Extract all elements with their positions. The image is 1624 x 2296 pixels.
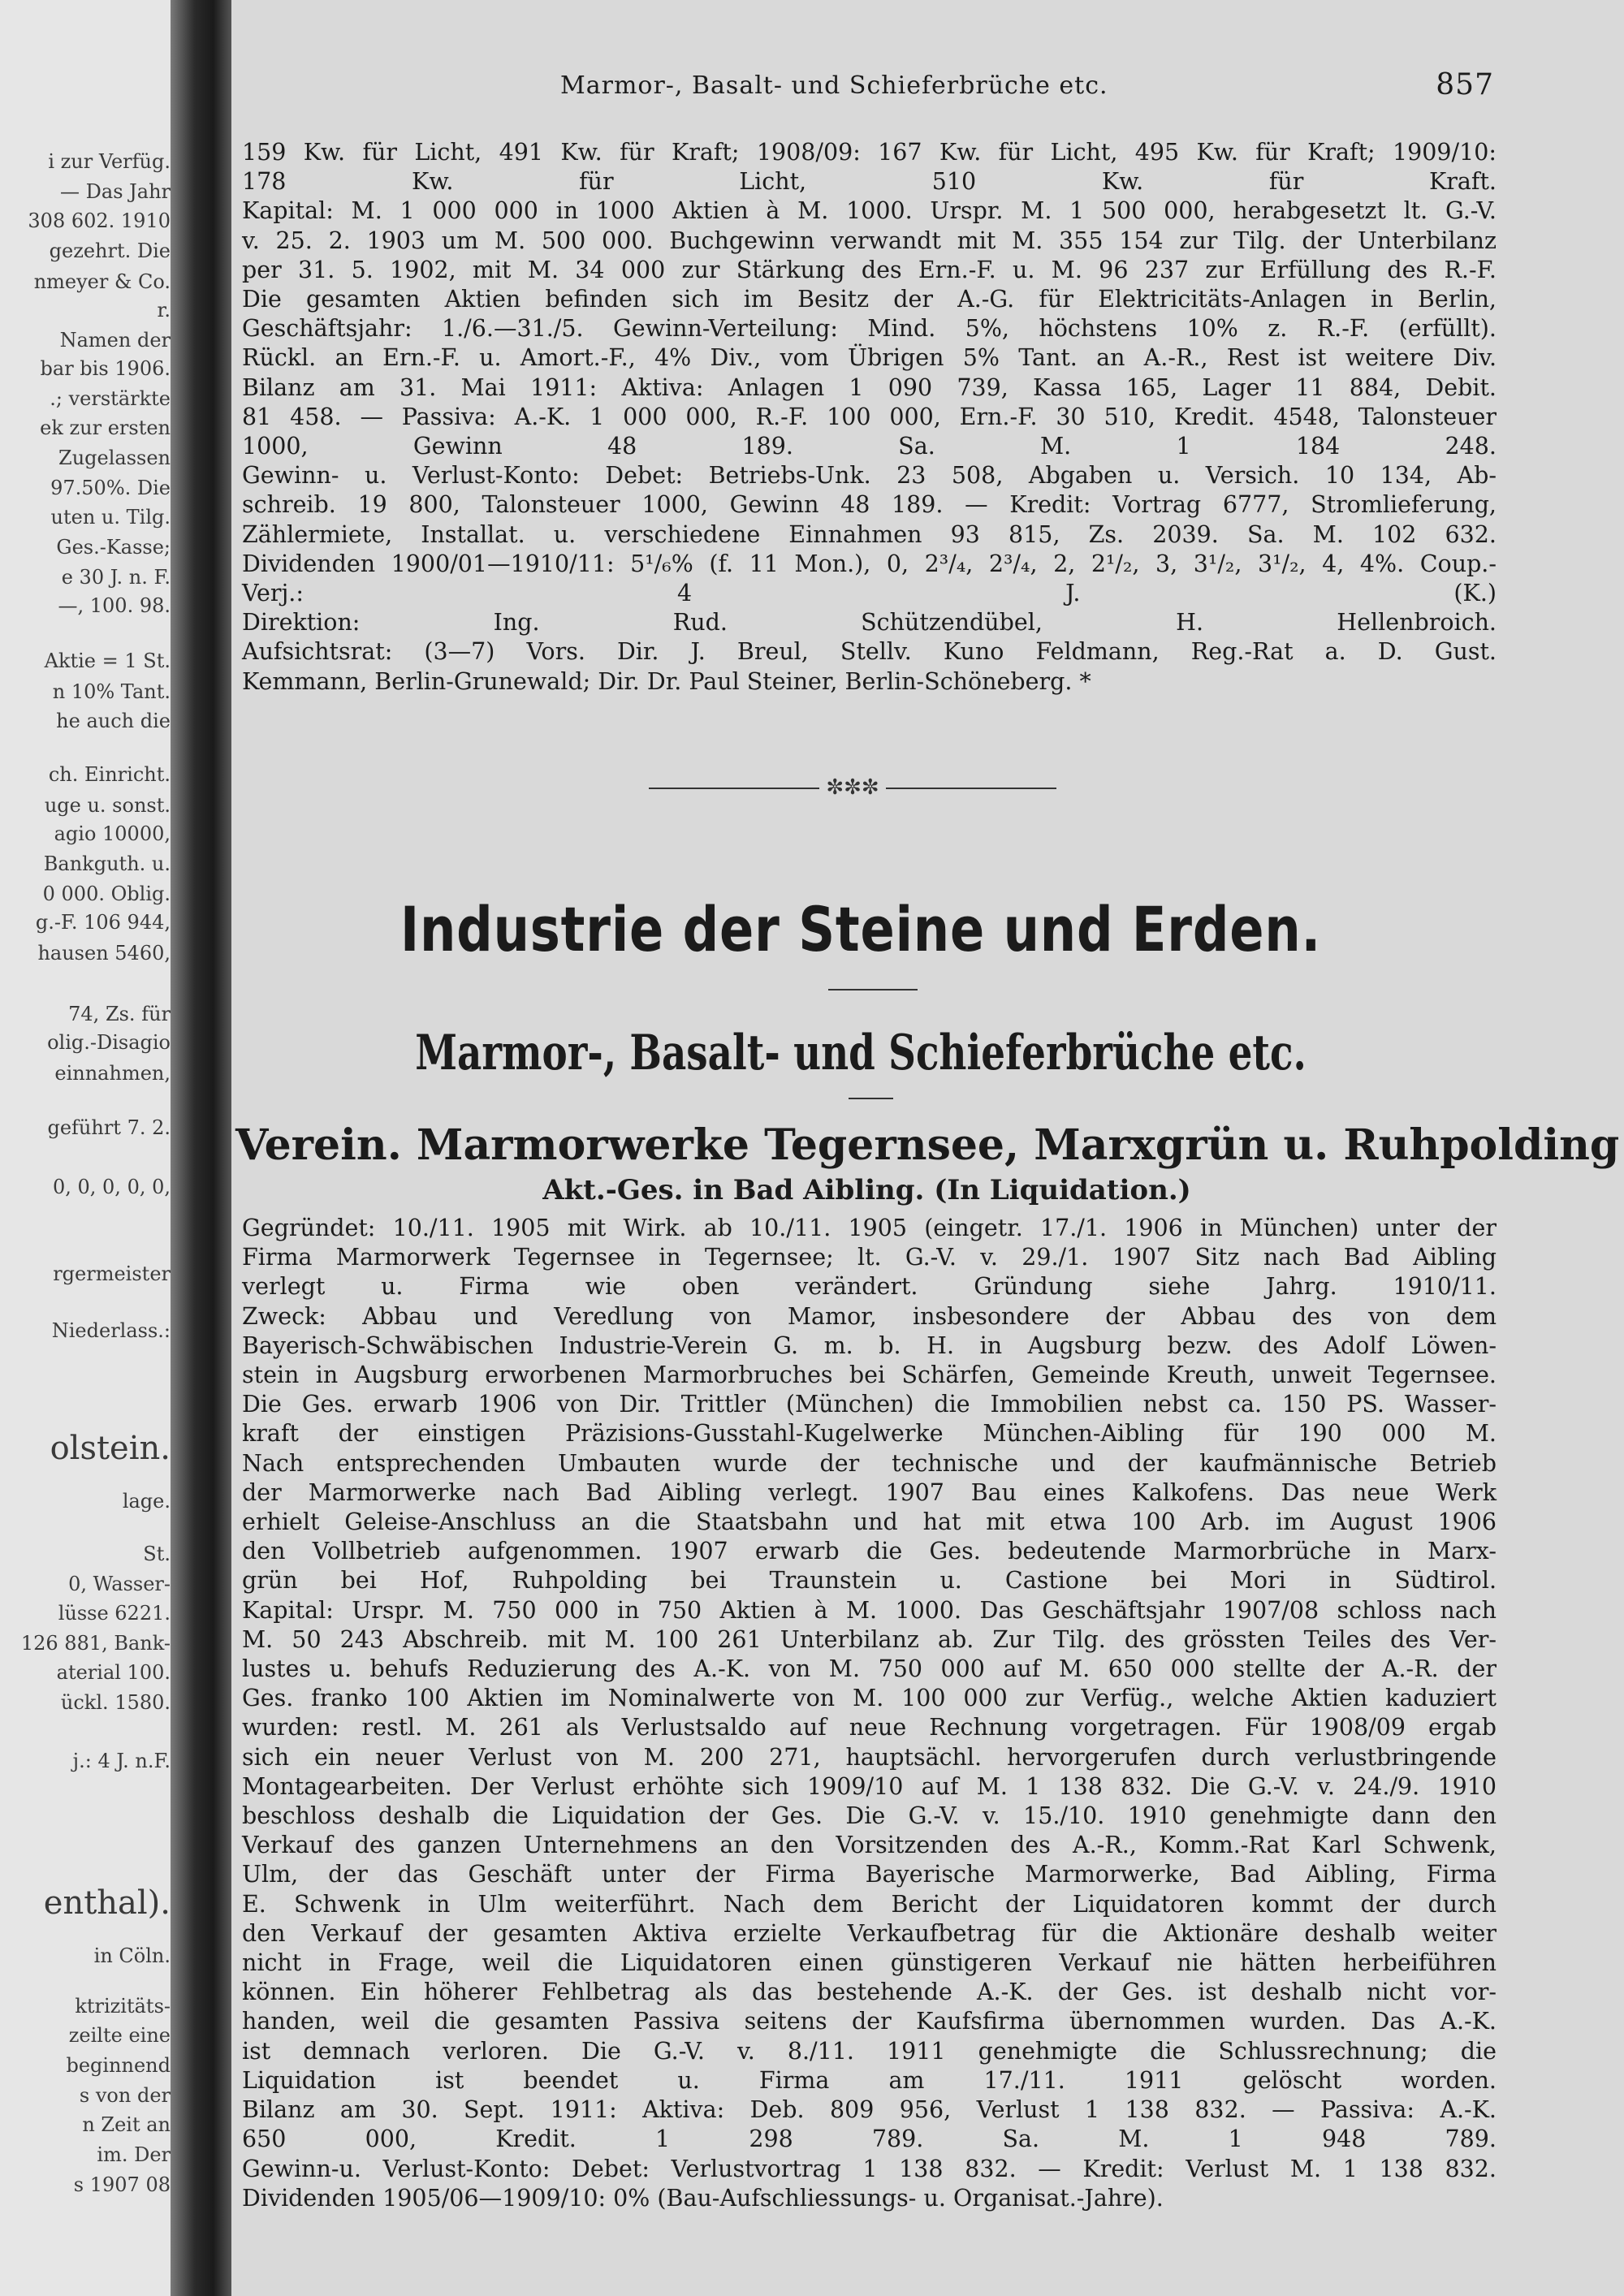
company-entry-line: sich ein neuer Verlust von M. 200 271, hauptsächl. hervorgerufen durch verlustbringende <box>242 1743 1497 1771</box>
top-entry-line: Verj.: 4 J. (K.) <box>242 580 1497 607</box>
company-entry-line: Die Ges. erwarb 1906 von Dir. Trittler (München) die Immobilien nebst ca. 150 PS. Wasser- <box>242 1391 1497 1418</box>
company-entry-line: den Verkauf der gesamten Aktiva erzielte Verkaufbetrag für die Aktionäre deshalb weiter <box>242 1919 1497 1947</box>
company-entry-line: handen, weil die gesamten Passiva seitens der Kaufsfirma übernommen wurden. Das A.-K. <box>242 2008 1497 2035</box>
company-entry-line: können. Ein höherer Fehlbetrag als das bestehende A.-K. der Ges. ist deshalb nicht vor- <box>242 1979 1497 2006</box>
title-rule <box>828 989 918 990</box>
company-entry-line: Liquidation ist beendet u. Firma am 17./11. 1911 gelöscht worden. <box>242 2066 1497 2094</box>
left-page-fragment: in Cöln. <box>93 1944 171 1967</box>
left-page-fragment: Ges.-Kasse; <box>56 536 171 559</box>
left-page-fragment: 0, 0, 0, 0, 0, <box>52 1176 171 1198</box>
left-page-fragment: ückl. 1580. <box>60 1691 171 1714</box>
left-page-fragment: im. Der <box>97 2143 171 2166</box>
company-entry-line: Gegründet: 10./11. 1905 mit Wirk. ab 10./11. 1905 (eingetr. 17./1. 1906 in München) unter der <box>242 1215 1497 1241</box>
company-entry-line: Ges. franko 100 Aktien im Nominalwerte von M. 100 000 zur Verfüg., welche Aktien kaduziert <box>242 1685 1497 1712</box>
top-entry-line: 159 Kw. für Licht, 491 Kw. für Kraft; 1908/09: 167 Kw. für Licht, 495 Kw. für Kraft; 1909/10: <box>242 139 1497 166</box>
left-page-fragment: Niederlass.: <box>51 1319 171 1342</box>
left-page-fragment: olig.-Disagio <box>47 1031 171 1054</box>
header-title: Marmor-, Basalt- und Schieferbrüche etc. <box>560 71 1108 100</box>
left-page-fragment: i zur Verfüg. <box>48 150 171 173</box>
top-entry-line: Rückl. an Ern.-F. u. Amort.-F., 4% Div., vom Übrigen 5% Tant. an A.-R., Rest ist weitere Div. <box>242 344 1497 372</box>
company-entry-line: M. 50 243 Abschreib. mit M. 100 261 Unterbilanz ab. Zur Tilg. des grössten Teiles des Ver- <box>242 1625 1497 1653</box>
left-page-fragment: beginnend <box>66 2054 171 2077</box>
company-entry-line: Verkauf des ganzen Unternehmens an den Vorsitzenden des A.-R., Komm.-Rat Karl Schwenk, <box>242 1832 1497 1859</box>
top-entry-line: Zählermiete, Installat. u. verschiedene Einnahmen 93 815, Zs. 2039. Sa. M. 102 632. <box>242 520 1497 548</box>
left-page-fragment: 97.50%. Die <box>50 477 171 499</box>
left-page-fragment: zeilte eine <box>68 2024 171 2047</box>
page-number: 857 <box>1436 68 1494 101</box>
left-page-fragment: uten u. Tilg. <box>50 506 171 529</box>
left-page-fragment: hausen 5460, <box>37 942 171 965</box>
company-entry-line: verlegt u. Firma wie oben verändert. Gründung siehe Jahrg. 1910/11. <box>242 1273 1497 1301</box>
top-entry-line: Die gesamten Aktien befinden sich im Besitz der A.-G. für Elektricitäts-Anlagen in Berlin, <box>242 286 1497 313</box>
company-entry-line: ist demnach verloren. Die G.-V. v. 8./11. 1911 genehmigte die Schlussrechnung; die <box>242 2037 1497 2065</box>
left-page-fragment: lüsse 6221. <box>58 1602 171 1625</box>
left-page-fragment: aterial 100. <box>56 1661 171 1684</box>
company-entry-line: E. Schwenk in Ulm weiterführt. Nach dem Bericht der Liquidatoren kommt der durch <box>242 1890 1497 1918</box>
left-page-fragment: n Zeit an <box>82 2113 171 2136</box>
left-page-fragment: —, 100. 98. <box>58 594 171 617</box>
company-entry-line: Bayerisch-Schwäbischen Industrie-Verein G. m. b. H. in Augsburg bezw. des Adolf Löwen- <box>242 1331 1497 1359</box>
company-entry-line: lustes u. behufs Reduzierung des A.-K. von M. 750 000 auf M. 650 000 stellte der A.-R. der <box>242 1655 1497 1683</box>
company-entry-line: den Vollbetrieb aufgenommen. 1907 erwarb die Ges. bedeutende Marmorbrüche in Marx- <box>242 1538 1497 1565</box>
top-entry-line: 1000, Gewinn 48 189. Sa. M. 1 184 248. <box>242 433 1497 460</box>
section-divider <box>633 775 1072 800</box>
company-entry-line: Nach entsprechenden Umbauten wurde der technische und der kaufmännische Betrieb <box>242 1449 1497 1477</box>
left-page-fragment: olstein. <box>50 1430 171 1467</box>
company-entry-line: Firma Marmorwerk Tegernsee in Tegernsee; lt. G.-V. v. 29./1. 1907 Sitz nach Bad Aibling <box>242 1244 1497 1271</box>
left-page-fragment: s 1907 08 <box>73 2173 171 2196</box>
company-entry-line: beschloss deshalb die Liquidation der Ges. Die G.-V. v. 15./10. 1910 genehmigte dann den <box>242 1802 1497 1830</box>
top-entry-line: 178 Kw. für Licht, 510 Kw. für Kraft. <box>242 168 1497 196</box>
top-entry-line: Dividenden 1900/01—1910/11: 5¹/₆% (f. 11 Mon.), 0, 2³/₄, 2³/₄, 2, 2¹/₂, 3, 3¹/₂, 3¹/₂, 4, 4%. Coup.- <box>242 550 1497 577</box>
top-entry-line: 81 458. — Passiva: A.-K. 1 000 000, R.-F. 100 000, Ern.-F. 30 510, Kredit. 4548, Talonsteuer <box>242 403 1497 430</box>
divider-ornament: ✼✼✼ <box>826 775 879 800</box>
subtitle-rule <box>849 1098 893 1099</box>
company-entry-line: Montagearbeiten. Der Verlust erhöhte sich 1909/10 auf M. 1 138 832. Die G.-V. v. 24./9. 1910 <box>242 1772 1497 1800</box>
left-page-fragment: 0, Wasser- <box>68 1573 171 1595</box>
company-entry-line: wurden: restl. M. 261 als Verlustsaldo auf neue Rechnung vorgetragen. Für 1908/09 ergab <box>242 1714 1497 1741</box>
company-entry-line: der Marmorwerke nach Bad Aibling verlegt. 1907 Bau eines Kalkofens. Das neue Werk <box>242 1478 1497 1506</box>
left-page-fragment: lage. <box>122 1490 171 1513</box>
left-page-fragment: he auch die <box>56 710 171 732</box>
left-page-fragment: gezehrt. Die <box>49 240 171 262</box>
company-entry-line: grün bei Hof, Ruhpolding bei Traunstein u. Castione bei Mori in Südtirol. <box>242 1567 1497 1595</box>
left-page-fragment: r. <box>157 299 171 322</box>
company-entry-line: Ulm, der das Geschäft unter der Firma Bayerische Marmorwerke, Bad Aibling, Firma <box>242 1861 1497 1888</box>
company-entry-line: kraft der einstigen Präzisions-Gusstahl-Kugelwerke München-Aibling für 190 000 M. <box>242 1420 1497 1448</box>
top-entry-line: Geschäftsjahr: 1./6.—31./5. Gewinn-Verteilung: Mind. 5%, höchstens 10% z. R.-F. (erfüllt). <box>242 315 1497 343</box>
left-page-fragment: n 10% Tant. <box>52 680 171 703</box>
company-entry-text <box>242 1214 1497 2213</box>
left-page-fragment: Zugelassen <box>58 447 171 469</box>
top-entry-line: per 31. 5. 1902, mit M. 34 000 zur Stärkung des Ern.-F. u. M. 96 237 zur Erfüllung des R.-F. <box>242 256 1497 283</box>
left-page-fragment: 308 602. 1910 <box>28 209 171 232</box>
left-page-fragment: nmeyer & Co. <box>33 270 171 293</box>
left-page-strip <box>0 0 171 2296</box>
section-title: Industrie der Steine und Erden. <box>400 893 1322 965</box>
left-page-fragment: ch. Einricht. <box>48 763 171 786</box>
left-page-fragment: ktrizitäts- <box>75 1995 171 2018</box>
left-page-fragment: Bankguth. u. <box>43 852 171 875</box>
left-page-fragment: ek zur ersten <box>40 416 171 439</box>
left-page-fragment: g.-F. 106 944, <box>35 911 171 934</box>
top-entry-text <box>242 138 1497 697</box>
company-entry-line: nicht in Frage, weil die Liquidatoren einen günstigeren Verkauf nie hätten herbeiführen <box>242 1949 1497 1977</box>
company-name: Verein. Marmorwerke Tegernsee, Marxgrün u. Ruhpolding <box>235 1120 1620 1170</box>
left-page-fragment: s von der <box>79 2084 171 2107</box>
top-entry-line: v. 25. 2. 1903 um M. 500 000. Buchgewinn verwandt mit M. 355 154 zur Tilg. der Unterbilanz <box>242 227 1497 254</box>
left-page-fragment: Aktie = 1 St. <box>44 650 171 672</box>
top-entry-line: schreib. 19 800, Talonsteuer 1000, Gewinn 48 189. — Kredit: Vortrag 6777, Stromlieferung, <box>242 491 1497 519</box>
left-page-fragment: rgermeister <box>53 1262 171 1285</box>
company-entry-line: erhielt Geleise-Anschluss an die Staatsbahn und hat mit etwa 100 Arb. im August 1906 <box>242 1508 1497 1536</box>
company-entry-line: stein in Augsburg erworbenen Marmorbruches bei Schärfen, Gemeinde Kreuth, unweit Tegernsee. <box>242 1362 1497 1389</box>
left-page-fragment: 0 000. Oblig. <box>42 883 171 905</box>
company-subtitle: Akt.-Ges. in Bad Aibling. (In Liquidation.) <box>542 1174 1191 1206</box>
company-entry-line: Kapital: Urspr. M. 750 000 in 750 Aktien à M. 1000. Das Geschäftsjahr 1907/08 schloss nach <box>242 1596 1497 1624</box>
left-page-fragment: uge u. sonst. <box>44 794 171 817</box>
left-page-fragment: enthal). <box>43 1884 171 1922</box>
left-page-fragment: — Das Jahr <box>60 180 171 203</box>
top-entry-line: Kapital: M. 1 000 000 in 1000 Aktien à M. 1000. Urspr. M. 1 500 000, herabgesetzt lt. G.-V. <box>242 197 1497 225</box>
left-page-fragment: St. <box>143 1543 171 1565</box>
company-entry-line: Bilanz am 30. Sept. 1911: Aktiva: Deb. 809 956, Verlust 1 138 832. — Passiva: A.-K. <box>242 2096 1497 2124</box>
left-page-fragment: bar bis 1906. <box>40 357 171 380</box>
left-page-fragment: geführt 7. 2. <box>47 1116 171 1139</box>
subsection-title: Marmor-, Basalt- und Schieferbrüche etc. <box>415 1025 1307 1081</box>
top-entry-line: Aufsichtsrat: (3—7) Vors. Dir. J. Breul, Stellv. Kuno Feldmann, Reg.-Rat a. D. Gust. <box>242 638 1497 666</box>
left-page-fragment: j.: 4 J. n.F. <box>72 1750 171 1772</box>
top-entry-line: Bilanz am 31. Mai 1911: Aktiva: Anlagen 1 090 739, Kassa 165, Lager 11 884, Debit. <box>242 373 1497 401</box>
top-entry-line: Kemmann, Berlin-Grunewald; Dir. Dr. Paul Steiner, Berlin-Schöneberg. * <box>242 667 1091 695</box>
left-page-fragment: einnahmen, <box>54 1062 171 1085</box>
left-page-fragment: 126 881, Bank- <box>20 1632 171 1655</box>
left-page-fragment: Namen der <box>59 329 171 352</box>
company-entry-line: Dividenden 1905/06—1909/10: 0% (Bau-Aufschliessungs- u. Organisat.-Jahre). <box>242 2184 1164 2212</box>
left-page-fragment: .; verstärkte <box>50 387 171 410</box>
left-page-fragment: agio 10000, <box>54 822 171 845</box>
left-page-fragment: 74, Zs. für <box>68 1003 171 1025</box>
company-entry-line: 650 000, Kredit. 1 298 789. Sa. M. 1 948 789. <box>242 2126 1497 2153</box>
company-entry-line: Gewinn-u. Verlust-Konto: Debet: Verlustvortrag 1 138 832. — Kredit: Verlust M. 1 138 832. <box>242 2155 1497 2182</box>
book-gutter <box>171 0 231 2296</box>
top-entry-line: Gewinn- u. Verlust-Konto: Debet: Betriebs-Unk. 23 508, Abgaben u. Versich. 10 134, Ab- <box>242 462 1497 490</box>
company-entry-line: Zweck: Abbau und Veredlung von Mamor, insbesondere der Abbau des von dem <box>242 1302 1497 1330</box>
top-entry-line: Direktion: Ing. Rud. Schützendübel, H. Hellenbroich. <box>242 609 1497 637</box>
left-page-fragment: e 30 J. n. F. <box>61 566 171 589</box>
